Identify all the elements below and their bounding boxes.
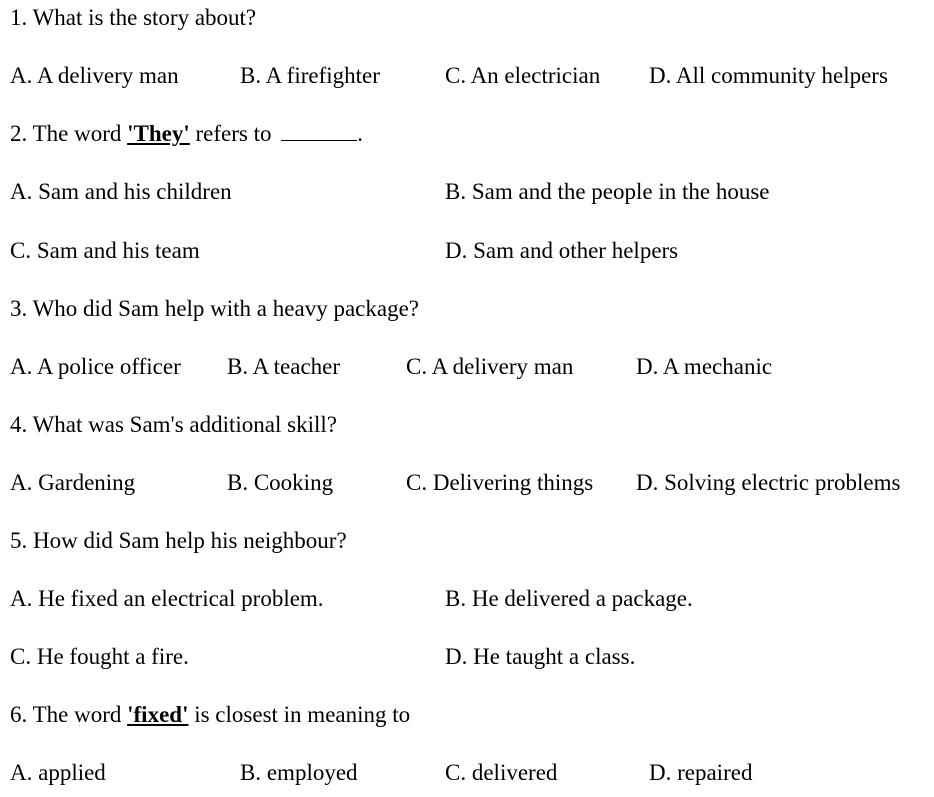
question-1-option-d: D. All community helpers bbox=[649, 63, 888, 88]
question-6-stem-end: is closest in meaning to bbox=[188, 702, 411, 727]
question-5-option-a: A. He fixed an electrical problem. bbox=[10, 586, 324, 611]
question-2-keyword: 'They' bbox=[127, 121, 190, 146]
question-1-option-c: C. An electrician bbox=[445, 63, 601, 88]
question-3-option-d: D. A mechanic bbox=[636, 354, 773, 379]
question-6-option-d: D. repaired bbox=[649, 760, 753, 785]
question-3-option-c: C. A delivery man bbox=[406, 354, 574, 379]
answer-blank bbox=[281, 122, 357, 141]
question-2-option-c: C. Sam and his team bbox=[10, 238, 200, 263]
question-5-option-d: D. He taught a class. bbox=[445, 644, 636, 669]
question-3-option-b: B. A teacher bbox=[227, 354, 341, 379]
question-5-stem: 5. How did Sam help his neighbour? bbox=[10, 528, 347, 553]
question-6-option-a: A. applied bbox=[10, 760, 106, 785]
question-6-stem-start: 6. The word bbox=[10, 702, 128, 727]
question-6-option-b: B. employed bbox=[240, 760, 358, 785]
question-2-stem-end: . bbox=[357, 121, 363, 146]
question-4-option-c: C. Delivering things bbox=[406, 470, 594, 495]
question-3-stem: 3. Who did Sam help with a heavy package? bbox=[10, 296, 419, 321]
question-5-option-c: C. He fought a fire. bbox=[10, 644, 189, 669]
question-6-keyword: 'fixed' bbox=[127, 702, 189, 727]
question-4-option-d: D. Solving electric problems bbox=[636, 470, 901, 495]
question-1-stem: 1. What is the story about? bbox=[10, 5, 257, 30]
question-1-option-b: B. A firefighter bbox=[240, 63, 380, 88]
question-4-option-a: A. Gardening bbox=[10, 470, 136, 495]
question-6-stem bbox=[10, 702, 410, 728]
question-4-option-b: B. Cooking bbox=[227, 470, 334, 495]
question-2-stem-middle: refers to bbox=[189, 121, 278, 146]
question-2-option-a: A. Sam and his children bbox=[10, 179, 232, 204]
question-6-option-c: C. delivered bbox=[445, 760, 558, 785]
question-1-option-a: A. A delivery man bbox=[10, 63, 179, 88]
question-2-stem bbox=[10, 121, 363, 147]
question-2-option-b: B. Sam and the people in the house bbox=[445, 179, 770, 204]
question-3-option-a: A. A police officer bbox=[10, 354, 181, 379]
question-2-option-d: D. Sam and other helpers bbox=[445, 238, 679, 263]
question-2-stem-start: 2. The word bbox=[10, 121, 128, 146]
question-4-stem: 4. What was Sam's additional skill? bbox=[10, 412, 337, 437]
question-5-option-b: B. He delivered a package. bbox=[445, 586, 693, 611]
